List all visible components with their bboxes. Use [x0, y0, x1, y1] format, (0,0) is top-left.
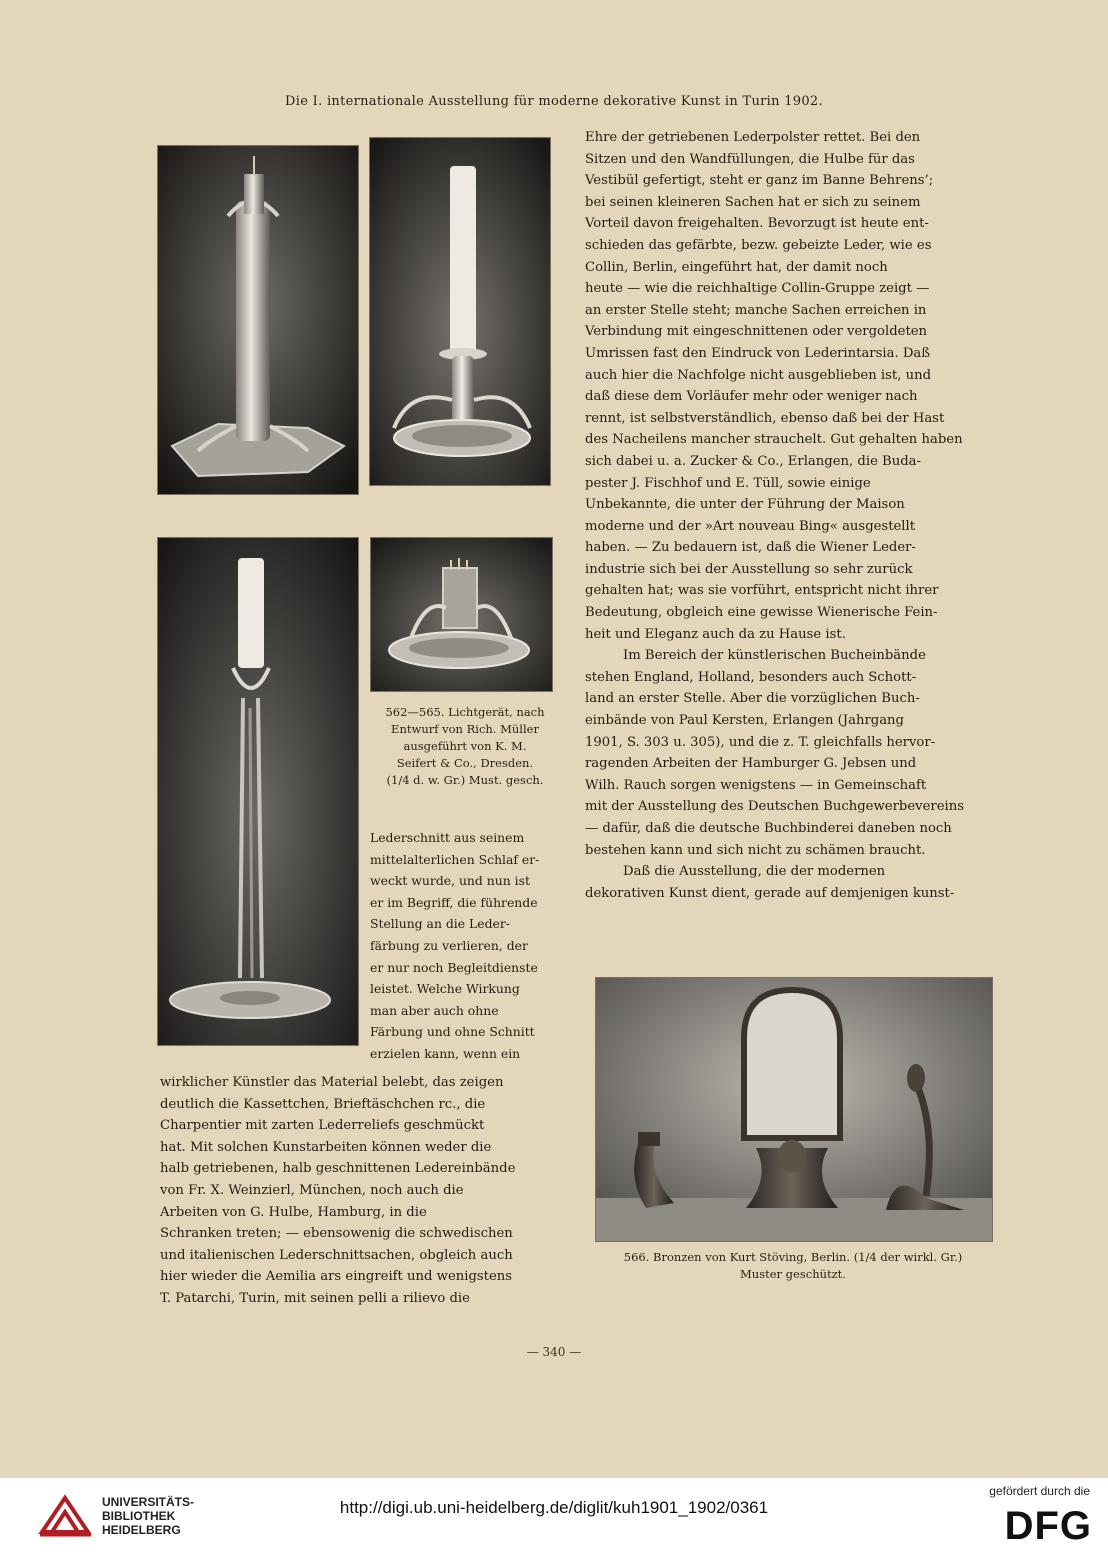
text-line: Stellung an die Leder-	[370, 916, 510, 932]
right-column-text	[585, 127, 991, 904]
text-line: Im Bereich der künstlerischen Bucheinbände	[623, 648, 926, 664]
text-line: leistet. Welche Wirkung	[370, 981, 520, 997]
text-line: moderne und der »Art nouveau Bing« ausgestellt	[585, 518, 916, 534]
caption-fig-562-565	[358, 704, 572, 789]
caption-line: Entwurf von Rich. Müller	[391, 722, 539, 736]
text-line: industrie sich bei der Ausstellung so sehr zurück	[585, 561, 913, 577]
text-line: schieden das gefärbte, bezw. gebeizte Leder, wie es	[585, 237, 932, 253]
text-line: und italienischen Lederschnittsachen, obgleich auch	[160, 1247, 513, 1263]
caption-line: 562—565. Lichtgerät, nach	[385, 705, 545, 719]
text-line: ragenden Arbeiten der Hamburger G. Jebsen und	[585, 756, 917, 772]
text-line: Verbindung mit eingeschnittenen oder vergoldeten	[585, 324, 928, 340]
photo-matchbox-holder	[370, 537, 553, 692]
text-line: Vorteil davon freigehalten. Bevorzugt ist heute ent-	[585, 216, 929, 232]
text-line: 1901, S. 303 u. 305), und die z. T. gleichfalls hervor-	[585, 734, 936, 750]
text-line: weckt wurde, und nun ist	[370, 873, 530, 889]
text-line: Umrissen fast den Eindruck von Lederintarsia. Daß	[585, 345, 931, 361]
text-line: hat. Mit solchen Kunstarbeiten können weder die	[160, 1139, 492, 1155]
text-line: von Fr. X. Weinzierl, München, noch auch die	[160, 1182, 464, 1198]
university-line: BIBLIOTHEK	[102, 1509, 176, 1523]
text-line: färbung zu verlieren, der	[370, 937, 528, 953]
text-line: bei seinen kleineren Sachen hat er sich zu seinem	[585, 194, 921, 210]
text-line: des Nacheilens mancher strauchelt. Gut gehalten haben	[585, 432, 963, 448]
text-line: Daß die Ausstellung, die der modernen	[623, 864, 886, 880]
photo-candlestick-2	[369, 137, 551, 486]
funded-by-label: gefördert durch die	[989, 1484, 1090, 1498]
text-line: Bedeutung, obgleich eine gewisse Wienerische Fein-	[585, 605, 938, 621]
text-line: Collin, Berlin, eingeführt hat, der damit noch	[585, 259, 888, 275]
text-line: stehen England, Holland, besonders auch Schott-	[585, 669, 917, 685]
text-line: auch hier die Nachfolge nicht ausgeblieben ist, und	[585, 367, 932, 383]
caption-line: ausgeführt von K. M.	[403, 739, 527, 753]
text-line: T. Patarchi, Turin, mit seinen pelli a rilievo die	[160, 1290, 470, 1306]
text-line: pester J. Fischhof und E. Tüll, sowie einige	[585, 475, 871, 491]
permalink-url[interactable]: http://digi.ub.uni-heidelberg.de/diglit/kuh1901_1902/0361	[339, 1498, 769, 1517]
text-line: Charpentier mit zarten Lederreliefs geschmückt	[160, 1118, 485, 1134]
photo-candlestick-3	[157, 537, 359, 1046]
text-line: er nur noch Begleitdienste	[370, 959, 538, 975]
page-number: — 340 —	[526, 1345, 582, 1359]
text-line: einbände von Paul Kersten, Erlangen (Jahrgang	[585, 713, 904, 729]
text-line: haben. — Zu bedauern ist, daß die Wiener Leder-	[585, 540, 916, 556]
text-line: Schranken treten; — ebensowenig die schwedischen	[160, 1226, 513, 1242]
text-line: Ehre der getriebenen Lederpolster rettet. Bei den	[585, 130, 921, 145]
photo-bronzes-566	[595, 977, 993, 1242]
text-line: hier wieder die Aemilia ars eingreift und wenigstens	[160, 1269, 513, 1285]
text-line: Sitzen und den Wandfüllungen, die Hulbe für das	[585, 151, 915, 167]
text-line: sich dabei u. a. Zucker & Co., Erlangen, die Buda-	[585, 453, 922, 469]
text-line: man aber auch ohne	[370, 1002, 499, 1018]
text-line: heute — wie die reichhaltige Collin-Gruppe zeigt —	[585, 281, 930, 297]
text-line: mit der Ausstellung des Deutschen Buchgewerbevereins	[585, 799, 964, 815]
text-line: deutlich die Kassettchen, Brieftäschchen rc., die	[160, 1096, 486, 1112]
university-line: UNIVERSITÄTS-	[102, 1495, 195, 1509]
text-line: bestehen kann und sich nicht zu schämen braucht.	[585, 842, 926, 858]
left-narrow-text	[370, 827, 570, 1065]
text-line: Vestibül gefertigt, steht er ganz im Banne Behrens’;	[585, 173, 934, 189]
text-line: land an erster Stelle. Aber die vorzüglichen Buch-	[585, 691, 920, 707]
text-line: Wilh. Rauch sorgen wenigstens — in Gemeinschaft	[585, 777, 927, 793]
text-line: Unbekannte, die unter der Führung der Maison	[585, 497, 905, 513]
text-line: heit und Eleganz auch da zu Hause ist.	[585, 626, 846, 642]
text-line: mittelalterlichen Schlaf er-	[370, 851, 540, 867]
text-line: wirklicher Künstler das Material belebt, das zeigen	[160, 1075, 504, 1090]
text-line: gehalten hat; was sie vorführt, entspricht nicht ihrer	[585, 583, 939, 599]
text-line: daß diese dem Vorläufer mehr oder weniger nach	[585, 389, 918, 405]
caption-fig-566	[585, 1249, 1001, 1283]
dfg-logo: DFG	[1004, 1504, 1092, 1548]
text-line: er im Begriff, die führende	[370, 894, 538, 910]
text-line: Färbung und ohne Schnitt	[370, 1024, 535, 1040]
text-line: rennt, ist selbstverständlich, ebenso daß bei der Hast	[585, 410, 945, 426]
footer-bar	[0, 1478, 1108, 1555]
caption-line: Muster geschützt.	[740, 1267, 846, 1281]
text-line: an erster Stelle steht; manche Sachen erreichen in	[585, 302, 927, 318]
text-line: — dafür, daß die deutsche Buchbinderei daneben noch	[585, 821, 952, 836]
caption-line: 566. Bronzen von Kurt Stöving, Berlin. (1/4 der wirkl. Gr.)	[623, 1250, 963, 1264]
left-column-text	[160, 1072, 570, 1310]
text-line: erzielen kann, wenn ein	[370, 1045, 521, 1061]
text-line: dekorativen Kunst dient, gerade auf demjenigen kunst-	[585, 885, 955, 901]
caption-line: (1/4 d. w. Gr.) Must. gesch.	[386, 773, 544, 787]
running-title: Die I. internationale Ausstellung für moderne dekorative Kunst in Turin 1902.	[285, 94, 823, 109]
university-line: HEIDELBERG	[102, 1523, 181, 1537]
text-line: halb getriebenen, halb geschnittenen Ledereinbände	[160, 1161, 516, 1177]
text-line: Arbeiten von G. Hulbe, Hamburg, in die	[160, 1204, 427, 1220]
text-line: Lederschnitt aus seinem	[370, 830, 525, 845]
photo-candlestick-1	[157, 145, 359, 495]
caption-line: Seifert & Co., Dresden.	[396, 756, 534, 770]
